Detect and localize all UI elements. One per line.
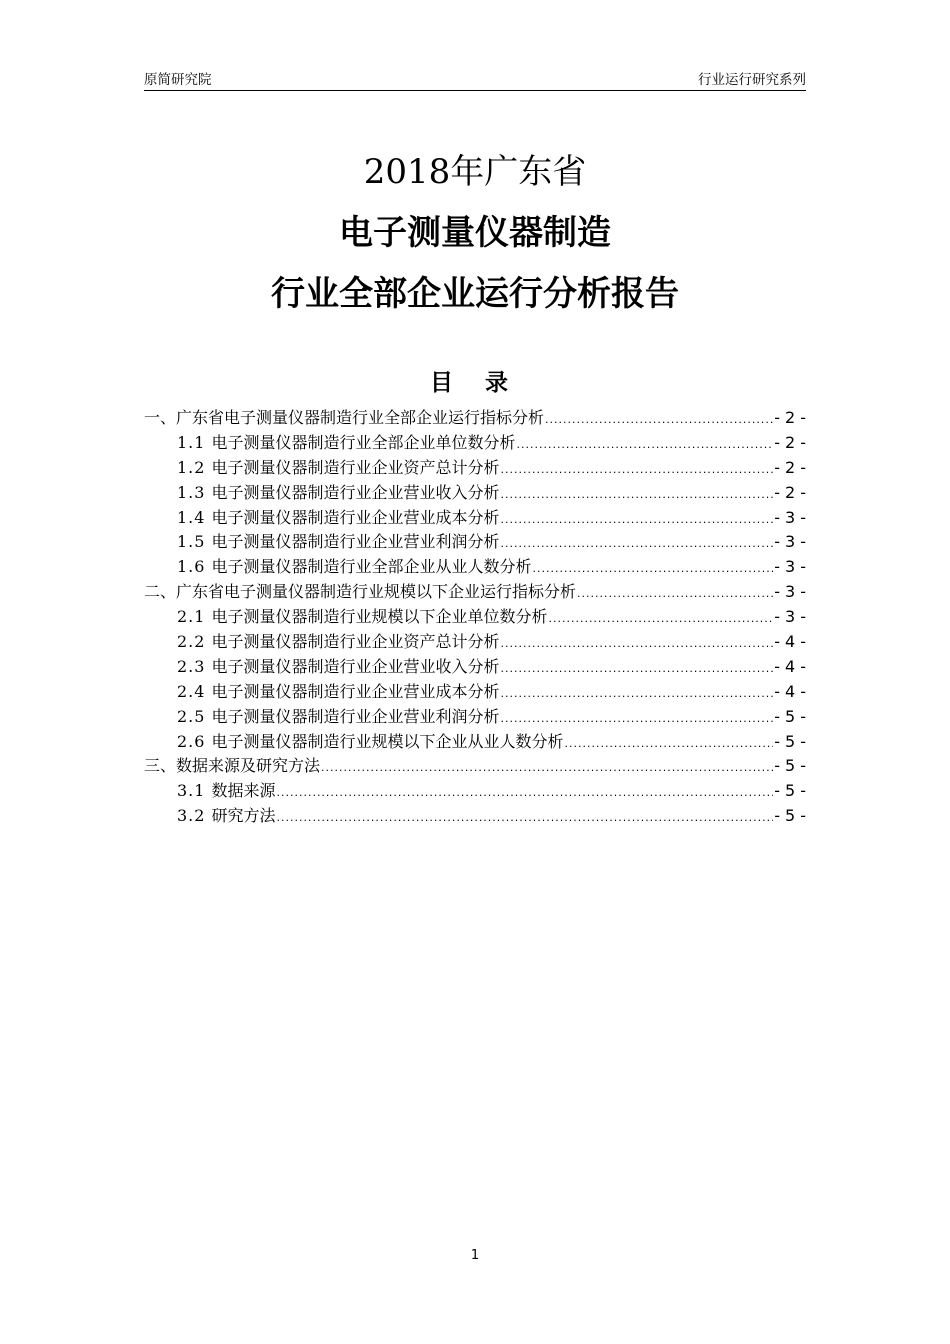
toc-dot-leader [500, 657, 773, 682]
toc-dot-leader [321, 756, 773, 781]
toc-entry-page: -5- [774, 781, 811, 801]
toc-entry-text: 电子测量仪器制造行业企业营业成本分析 [211, 507, 500, 527]
toc-entry-number: 1.3 [177, 482, 206, 502]
toc-dot-leader [276, 806, 773, 831]
toc-dot-leader [516, 433, 773, 458]
toc-entry-page: -2- [774, 432, 811, 452]
toc-entry-number: 2.2 [177, 632, 206, 652]
toc-entry-label [177, 481, 499, 506]
report-title [0, 142, 950, 325]
toc-entry-label [144, 406, 544, 431]
toc-dot-leader [500, 682, 773, 707]
toc-heading: 目 录 [429, 370, 520, 396]
toc-entry-label [177, 431, 515, 456]
toc-entry-text: 电子测量仪器制造行业企业营业利润分析 [211, 532, 500, 552]
toc-entry-page: -4- [774, 656, 811, 676]
toc-entry-label [177, 680, 499, 705]
toc-dot-leader [545, 408, 773, 433]
title-line-3: 行业全部企业运行分析报告 [271, 274, 679, 314]
toc-entry-page: -2- [774, 482, 811, 502]
toc-entry-label [177, 630, 499, 655]
toc-entry-text: 电子测量仪器制造行业规模以下企业从业人数分析 [211, 731, 564, 751]
toc-entry-number: 1.5 [177, 532, 206, 552]
toc-entry-number: 2.5 [177, 706, 206, 726]
toc-entry[interactable] [144, 804, 811, 829]
toc-entry[interactable] [144, 431, 811, 456]
toc-entry-label [177, 555, 531, 580]
toc-dot-leader [500, 532, 773, 557]
toc-entry-text: 电子测量仪器制造行业全部企业单位数分析 [211, 432, 516, 452]
toc-entry-page: -2- [774, 457, 811, 477]
toc-dot-leader [532, 557, 773, 582]
title-line-1: 2018年广东省 [363, 152, 587, 192]
header-left: 原简研究院 [144, 72, 212, 88]
toc-entry-label [177, 605, 547, 630]
toc-entry-number: 1.6 [177, 557, 206, 577]
toc-entry-text: 一、广东省电子测量仪器制造行业全部企业运行指标分析 [144, 408, 545, 427]
toc-entry-text: 电子测量仪器制造行业企业营业利润分析 [211, 706, 500, 726]
toc-entry-label [177, 705, 499, 730]
toc-entry-page: -5- [774, 806, 811, 826]
toc-entry[interactable] [144, 481, 811, 506]
toc-entry-page: -5- [774, 731, 811, 751]
toc-entry-page: -3- [774, 557, 811, 577]
toc-entry[interactable] [144, 730, 811, 755]
toc-entry[interactable] [144, 406, 811, 431]
page-number: 1 [470, 1248, 480, 1263]
toc-entry-page: -5- [774, 756, 811, 776]
toc-entry-label [177, 530, 499, 555]
toc-entry-label [177, 456, 499, 481]
toc-entry-number: 3.2 [177, 806, 206, 826]
toc-entry-number: 3.1 [177, 781, 206, 801]
toc-entry-page: -3- [774, 607, 811, 627]
toc-entry-number: 1.1 [177, 432, 206, 452]
toc-dot-leader [564, 732, 773, 757]
toc-entry-number: 2.1 [177, 607, 206, 627]
toc-entry-page: -3- [774, 582, 811, 602]
toc-entry[interactable] [144, 605, 811, 630]
toc-dot-leader [500, 632, 773, 657]
toc-entry-text: 电子测量仪器制造行业全部企业从业人数分析 [211, 557, 532, 577]
toc-entry-page: -3- [774, 507, 811, 527]
toc-entry-page: -4- [774, 632, 811, 652]
toc-entry[interactable] [144, 680, 811, 705]
toc-entry-number: 1.4 [177, 507, 206, 527]
header-right: 行业运行研究系列 [698, 72, 806, 88]
toc-entry[interactable] [144, 655, 811, 680]
toc-entry-number: 1.2 [177, 457, 206, 477]
toc-entry[interactable] [144, 506, 811, 531]
toc-dot-leader [500, 707, 773, 732]
toc-entry[interactable] [144, 630, 811, 655]
toc-entry-label [177, 730, 563, 755]
toc-entry-label [177, 506, 499, 531]
toc-entry-text: 数据来源 [211, 781, 276, 801]
toc-entry[interactable] [144, 705, 811, 730]
toc-entry-text: 三、数据来源及研究方法 [144, 756, 321, 776]
toc-entry-page: -4- [774, 681, 811, 701]
page-header [144, 64, 806, 91]
toc-entry-number: 2.6 [177, 731, 206, 751]
toc-entry-label [144, 754, 320, 779]
toc-entry[interactable] [144, 754, 811, 779]
toc-entry-text: 电子测量仪器制造行业企业营业收入分析 [211, 656, 500, 676]
toc-entry[interactable] [144, 580, 811, 605]
toc-entry-text: 电子测量仪器制造行业企业资产总计分析 [211, 632, 500, 652]
toc-entry-text: 二、广东省电子测量仪器制造行业规模以下企业运行指标分析 [144, 582, 577, 602]
toc-dot-leader [500, 458, 773, 483]
toc-entry-page: -2- [774, 408, 811, 427]
toc-entry-text: 电子测量仪器制造行业企业营业成本分析 [211, 681, 500, 701]
table-of-contents [144, 406, 811, 829]
toc-entry-text: 电子测量仪器制造行业规模以下企业单位数分析 [211, 607, 548, 627]
toc-entry[interactable] [144, 456, 811, 481]
toc-dot-leader [548, 607, 773, 632]
toc-dot-leader [500, 483, 773, 508]
toc-entry-label [177, 804, 275, 829]
toc-entry-text: 电子测量仪器制造行业企业资产总计分析 [211, 457, 500, 477]
toc-entry[interactable] [144, 779, 811, 804]
toc-entry[interactable] [144, 555, 811, 580]
toc-entry-page: -3- [774, 532, 811, 552]
toc-entry-number: 2.4 [177, 681, 206, 701]
toc-entry-label [177, 779, 275, 804]
toc-entry[interactable] [144, 530, 811, 555]
toc-entry-page: -5- [774, 706, 811, 726]
toc-entry-number: 2.3 [177, 656, 206, 676]
toc-dot-leader [577, 582, 773, 607]
toc-entry-text: 研究方法 [211, 806, 276, 826]
toc-entry-label [177, 655, 499, 680]
toc-entry-label [144, 580, 576, 605]
toc-dot-leader [276, 781, 773, 806]
toc-entry-text: 电子测量仪器制造行业企业营业收入分析 [211, 482, 500, 502]
title-line-2: 电子测量仪器制造 [339, 213, 611, 253]
toc-dot-leader [500, 508, 773, 533]
